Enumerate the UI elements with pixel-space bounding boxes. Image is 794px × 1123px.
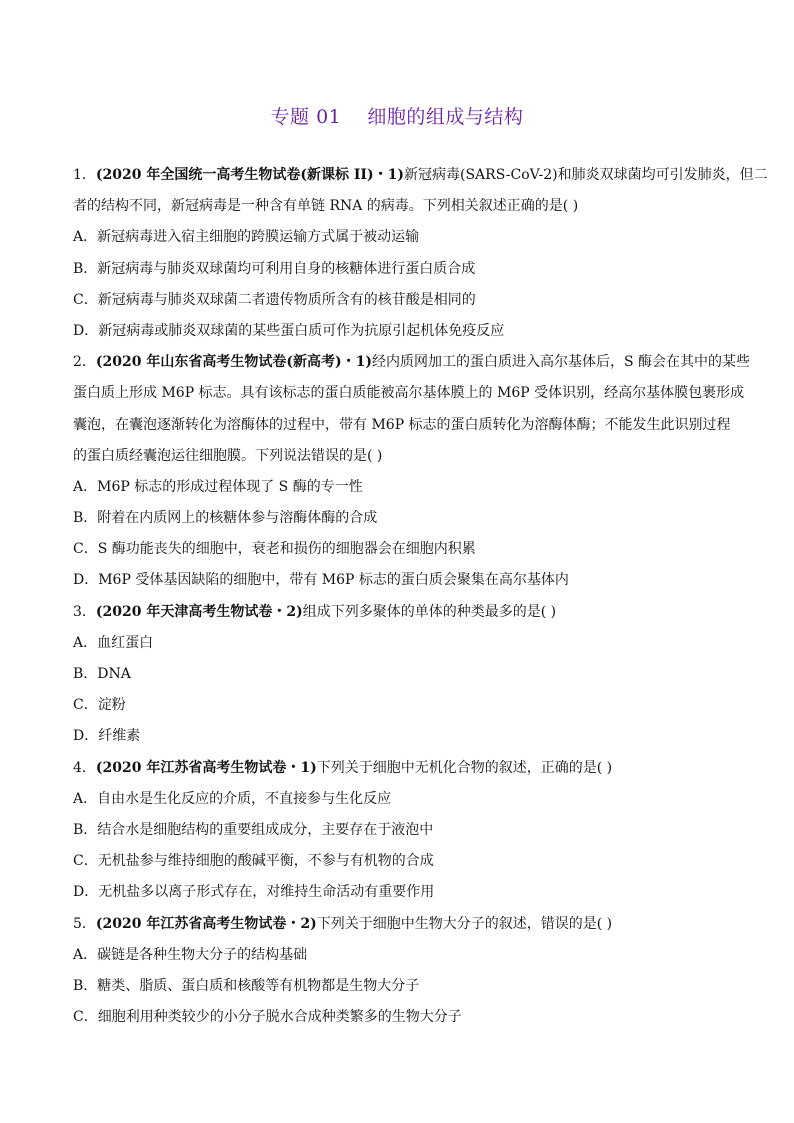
answer-option-a: A．自由水是生化反应的介质，不直接参与生化反应: [73, 790, 392, 807]
answer-option-d: D．纤维素: [73, 728, 141, 745]
question-text: 下列关于细胞中无机化合物的叙述，正确的是( ): [316, 759, 613, 776]
question-number: 3．: [73, 603, 96, 620]
answer-option-c: C．S 酶功能丧失的细胞中，衰老和损伤的细胞器会在细胞内积累: [73, 541, 476, 558]
question-1: [73, 160, 768, 347]
question-2: [73, 347, 751, 597]
question-stem-line: [73, 597, 733, 628]
question-number: 5．: [73, 915, 96, 932]
answer-option-b: B．附着在内质网上的核糖体参与溶酶体酶的合成: [73, 510, 378, 527]
answer-option-d: D．新冠病毒或肺炎双球菌的某些蛋白质可作为抗原引起机体免疫反应: [73, 322, 505, 339]
question-stem-line: [73, 909, 733, 940]
question-text: 经内质网加工的蛋白质进入高尔基体后，S 酶会在其中的某些: [372, 354, 751, 371]
question-source: (2020 年全国统一高考生物试卷(新课标 II)・1): [95, 167, 404, 183]
question-4: [73, 753, 733, 909]
question-list: [73, 160, 768, 1033]
answer-option-c: C．细胞利用种类较少的小分子脱水合成种类繁多的生物大分子: [73, 1009, 462, 1026]
question-source: (2020 年江苏省高考生物试卷・2): [95, 915, 317, 932]
answer-option-d: D．M6P 受体基因缺陷的细胞中，带有 M6P 标志的蛋白质会聚集在高尔基体内: [73, 572, 569, 589]
question-number: 2．: [73, 354, 96, 371]
answer-option-a: A．碳链是各种生物大分子的结构基础: [73, 946, 308, 963]
question-text: 组成下列多聚体的单体的种类最多的是( ): [302, 603, 557, 620]
answer-option-c: C．淀粉: [73, 697, 126, 714]
answer-option-c: C．无机盐参与维持细胞的酸碱平衡，不参与有机物的合成: [73, 853, 434, 870]
answer-option-a: A．M6P 标志的形成过程体现了 S 酶的专一性: [73, 478, 363, 495]
question-stem-line: 的蛋白质经囊泡运往细胞膜。下列说法错误的是( ): [73, 447, 383, 464]
answer-option-a: A．新冠病毒进入宿主细胞的跨膜运输方式属于被动运输: [73, 229, 420, 246]
answer-option-b: B．新冠病毒与肺炎双球菌均可利用自身的核糖体进行蛋白质合成: [73, 260, 476, 277]
answer-option-d: D．无机盐多以离子形式存在，对维持生命活动有重要作用: [73, 884, 435, 901]
question-stem-line: [73, 160, 768, 191]
question-number: 4．: [73, 759, 96, 776]
question-number: 1．: [73, 167, 96, 183]
answer-option-b: B．DNA: [73, 666, 131, 682]
question-text: 新冠病毒(SARS-CoV-2)和肺炎双球菌均可引发肺炎，但二: [403, 167, 768, 183]
question-source: (2020 年天津高考生物试卷・2): [95, 603, 303, 620]
question-stem-line: [73, 347, 751, 378]
question-stem-line: 囊泡，在囊泡逐渐转化为溶酶体的过程中，带有 M6P 标志的蛋白质转化为溶酶体酶；不能发生此识别过程: [73, 416, 731, 433]
page-title: 专题 01 细胞的组成与结构: [270, 106, 524, 128]
question-source: (2020 年山东省高考生物试卷(新高考)・1): [95, 354, 372, 371]
question-3: [73, 597, 733, 753]
question-stem-line: 者的结构不同，新冠病毒是一种含有单链 RNA 的病毒。下列相关叙述正确的是( ): [73, 198, 579, 215]
question-text: 下列关于细胞中生物大分子的叙述，错误的是( ): [316, 915, 613, 932]
question-stem-line: 蛋白质上形成 M6P 标志。具有该标志的蛋白质能被高尔基体膜上的 M6P 受体识别，经高尔基体膜包裹形成: [73, 385, 745, 402]
question-stem-line: [73, 753, 733, 784]
answer-option-a: A．血红蛋白: [73, 634, 154, 651]
answer-option-b: B．结合水是细胞结构的重要组成成分，主要存在于液泡中: [73, 821, 434, 838]
answer-option-c: C．新冠病毒与肺炎双球菌二者遗传物质所含有的核苷酸是相同的: [73, 291, 476, 308]
answer-option-b: B．糖类、脂质、蛋白质和核酸等有机物都是生物大分子: [73, 977, 420, 994]
question-5: [73, 909, 733, 1034]
question-source: (2020 年江苏省高考生物试卷・1): [95, 759, 317, 776]
